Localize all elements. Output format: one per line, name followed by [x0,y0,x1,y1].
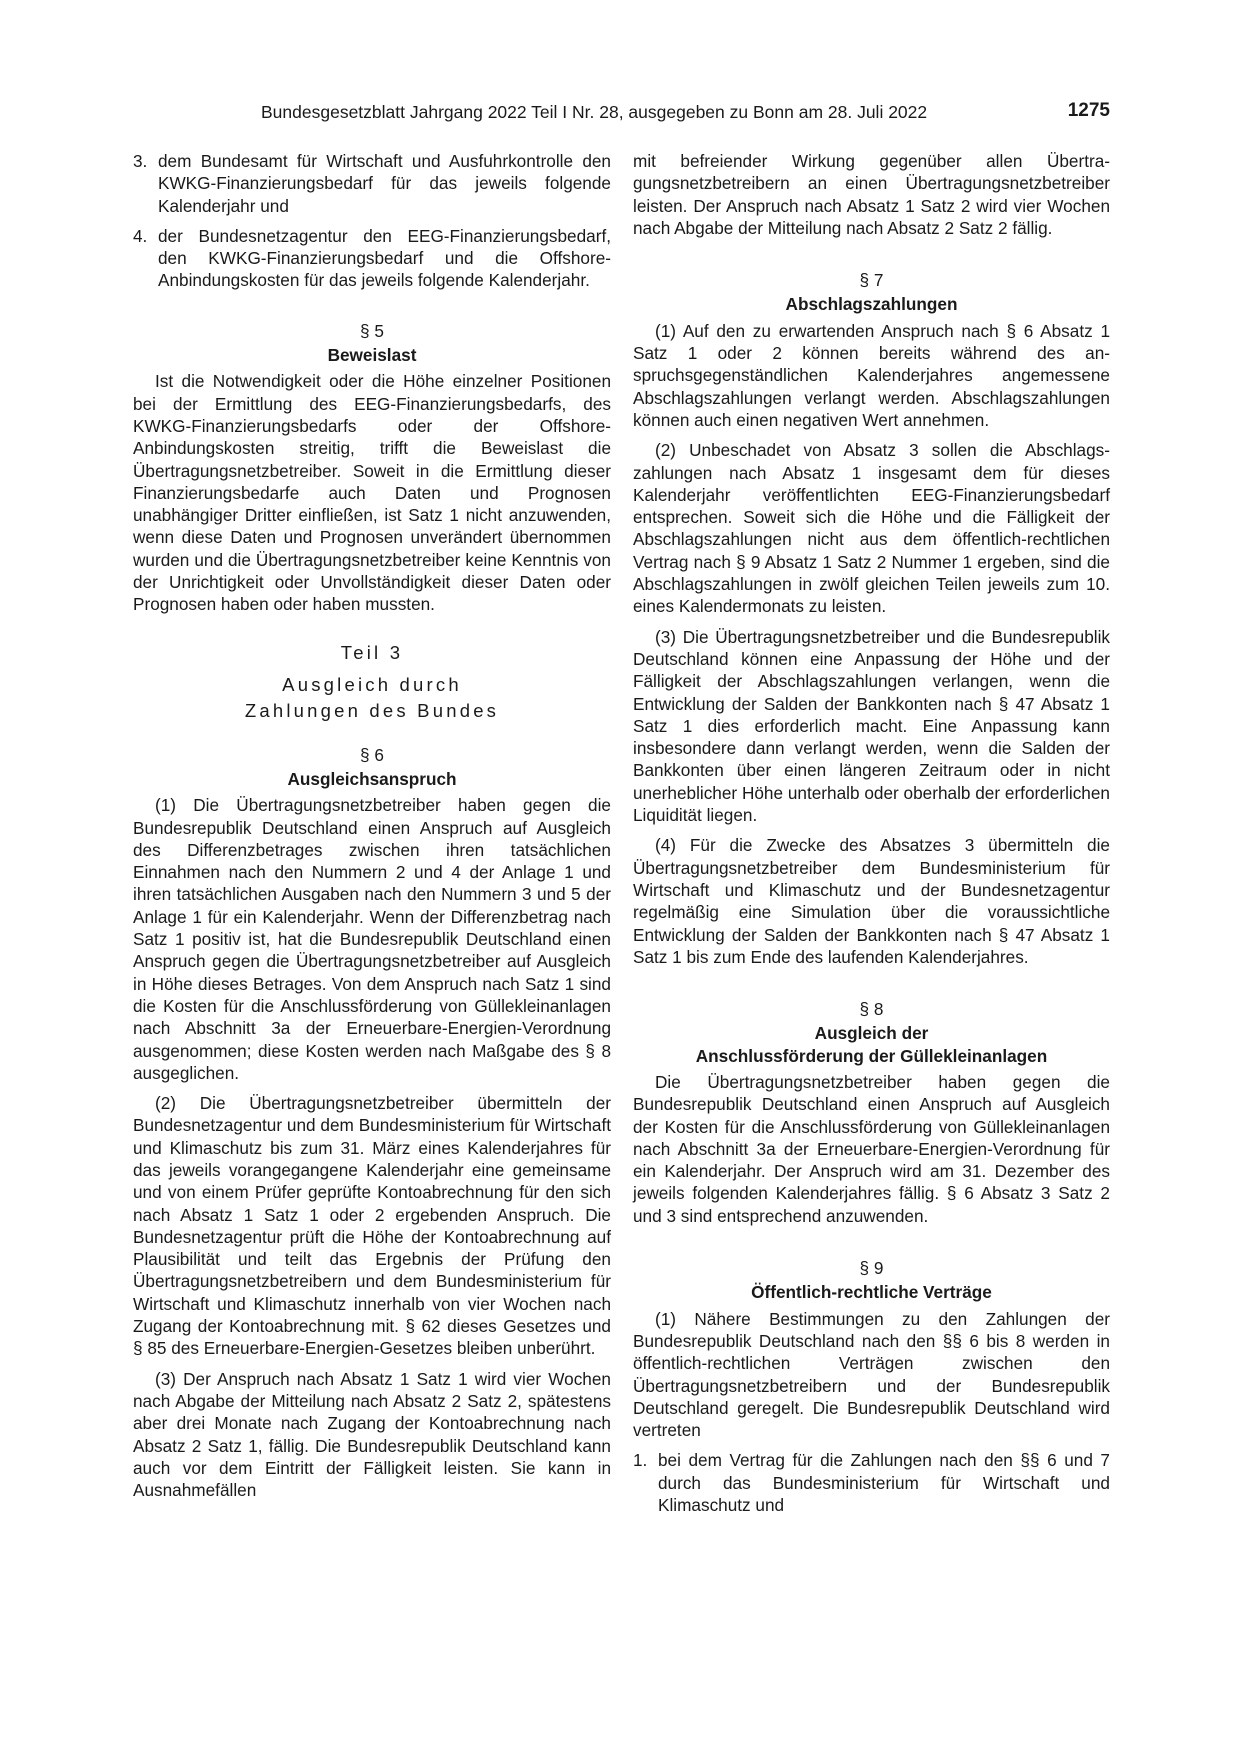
page-header [130,100,1110,128]
section-number-5: § 5 [360,320,384,341]
part-label: Teil 3 [340,641,404,663]
list-item [133,225,611,292]
list-item-number: 1. [633,1450,648,1471]
list-item-number: 3. [133,151,148,171]
list-item-number: 4. [133,225,148,246]
section-9-paragraph-1: (1) Nähere Bestimmungen zu den Zahlungen der Bundesrepublik Deutschland nach den §§ 6 bis 8 werden in öffentlich-rechtlichen Verträgen zwischen den Übertragungsnetzbetreibern und der Bundesrepublik Deutschland geregelt. Die Bundesrepublik Deutschland wird vertreten [633,1308,1110,1441]
section-8-paragraph: Die Übertragungsnetzbetreiber haben gegen die Bundesrepublik Deutschland einen Anspruch auf Ausgleich der Kosten für die Anschlussförderung von Güllekleinanlagen nach Abschnitt 3a der Erneuerbare-Energien-Verordnung für ein Kalenderjahr. Der Anspruch wird am 31. Dezember des jeweils folgenden Kalenderjahres fällig. § 6 Absatz 3 Satz 2 und 3 sind entsprechend anzuwenden. [633,1071,1110,1226]
section-title-9: Öffentlich-rechtliche Verträge [751,1282,992,1303]
section-6-paragraph-1: (1) Die Übertragungsnetzbetreiber haben gegen die Bundesrepublik Deutschland einen Anspruch auf Ausgleich des Differenzbetrages zwischen ihren tatsächlichen Einnahmen nach den Nummern 2 und 4 der Anlage 1 und ihren tatsächlichen Ausgaben nach den Nummern 3 und 5 der Anlage 1 für ein Kalenderjahr. Wenn der Differenzbetrag nach Satz 1 positiv ist, hat die Bundesrepublik Deutschland einen Anspruch gegen die Übertragungsnetzbetreiber auf Ausgleich in Höhe dieses Betrages. Von dem Anspruch nach Satz 1 sind die Kosten für die Anschlussförderung von Güllekleinanlagen nach Abschnitt 3a der Erneuerbare-Energien-Verordnung ausgenommen; diese Kosten werden nach Maßgabe des § 8 ausgeglichen. [133,795,611,1083]
section-7-paragraph-3: (3) Die Übertragungsnetzbetreiber und die Bundesrepublik Deutschland können eine Anpassung der Höhe und der Fälligkeit der Abschlagszahlungen verlangen, wenn die Entwicklung der Salden der Bankkonten nach § 47 Absatz 1 Satz 1 dies erforderlich macht. Eine Anpassung kann insbesondere dann verlangt werden, wenn die Salden der Bankkonten über einen längeren Zeitraum oder in nicht unerheblicher Höhe unterhalb oder oberhalb der erforderlichen Liquidität liegen. [633,626,1110,826]
list-item-text: dem Bundesamt für Wirtschaft und Ausfuhrkontrolle den KWKG-Finanzierungsbedarf für das jeweils folgende Kalenderjahr und [158,151,611,216]
list-item [133,150,611,217]
section-title-8-line-1: Ausgleich der [814,1023,929,1044]
section-7-paragraph-1: (1) Auf den zu erwartenden Anspruch nach § 6 Absatz 1 Satz 1 oder 2 können bereits während des anspruchsgegenständlichen Kalenderjahres angemessene Abschlagszahlungen verlangt werden. Abschlagszahlungen können auch einen negativen Wert annehmen. [633,320,1110,430]
list-item-text: der Bundesnetzagentur den EEG-Finanzierungsbedarf, den KWKG-Finanzierungsbedarf und die Offshore-Anbindungskosten für das jeweils folgende Kalenderjahr. [158,225,611,291]
section-6-paragraph-2: (2) Die Übertragungsnetzbetreiber übermitteln der Bundesnetzagentur und dem Bundesministerium für Wirtschaft und Klimaschutz bis zum 31. März eines Kalenderjahres für das jeweils vorangegangene Kalenderjahr eine gemeinsame und von einem Prüfer geprüfte Kontoabrechnung für den sich nach Absatz 1 Satz 1 oder 2 ergebenden Anspruch. Die Bundesnetzagentur prüft die Höhe der Kontoabrechnung auf Plausibilität und teilt das Ergebnis der Prüfung den Übertragungsnetzbetreibern und dem Bundesministerium für Wirtschaft und Klimaschutz innerhalb von vier Wochen nach Zugang der Kontoabrechnung mit. § 62 dieses Gesetzes und § 85 des Erneuerbare-Energien-Gesetzes bleiben unberührt. [133,1093,611,1359]
page-number: 1275 [1067,100,1110,121]
part-title-line-2: Zahlungen des Bundes [244,699,500,721]
section-title-5: Beweislast [327,345,417,366]
section-7-paragraph-2: (2) Unbeschadet von Absatz 3 sollen die Abschlagszahlungen nach Absatz 1 insgesamt dem für dieses Kalenderjahr veröffentlichten EEG-Finanzierungsbedarf entsprechen. Soweit sich die Höhe und die Fälligkeit der Abschlagszahlungen nicht aus dem öffentlich-rechtlichen Vertrag nach § 9 Absatz 1 Satz 2 Nummer 1 ergeben, sind die Abschlagszahlungen in zwölf gleichen Teilen jeweils zum 10. eines Kalendermonats zu leisten. [633,440,1110,617]
section-number-6: § 6 [360,744,384,765]
section-6-paragraph-3: (3) Der Anspruch nach Absatz 1 Satz 1 wird vier Wochen nach Abgabe der Mitteilung nach Absatz 2 Satz 2, spätestens aber drei Monate nach Zugang der Kontoabrechnung nach Absatz 2 Satz 1, fällig. Die Bundesrepublik Deutschland kann auch vor dem Eintritt der Fälligkeit leisten. Sie kann in Ausnahmefällen [133,1368,611,1501]
section-title-8-line-2: Anschlussförderung der Güllekleinanlagen [695,1045,1048,1066]
continued-paragraph: mit befreiender Wirkung gegenüber allen Übertragungsnetzbetreibern an einen Übertragungsnetzbetreiber leisten. Der Anspruch nach Absatz 1 Satz 2 wird vier Wochen nach Abgabe der Mitteilung nach Absatz 2 Satz 2 fällig. [633,151,1110,238]
right-column [633,150,1110,1524]
section-title-6: Ausgleichsanspruch [287,768,457,789]
section-5-paragraph: Ist die Notwendigkeit oder die Höhe einzelner Positionen bei der Ermittlung des EEG-Finanzierungsbedarfs, des KWKG-Finanzierungsbedarfs oder der Offshore-Anbindungskosten streitig, trifft die Beweislast die Übertragungsnetzbetreiber. Soweit in die Ermittlung dieser Finanzierungsbedarfe auch Daten und Prognosen unabhängiger Dritter einfließen, ist Satz 1 nicht anzuwenden, wenn diese Daten und Prognosen unverändert übernommen wurden und die Übertragungsnetzbetreiber keine Kenntnis von der Unrichtigkeit oder Unvollständigkeit dieser Daten oder Prognosen haben oder haben mussten. [133,371,611,615]
section-number-8: § 8 [859,999,884,1020]
section-title-7: Abschlagszahlungen [785,294,958,315]
section-number-9: § 9 [859,1258,884,1279]
list-item-text: bei dem Vertrag für die Zahlungen nach den §§ 6 und 7 durch das Bundesministerium für Wirtschaft und Klimaschutz und [658,1450,1110,1516]
running-title: Bundesgesetzblatt Jahrgang 2022 Teil I Nr. 28, ausgegeben zu Bonn am 28. Juli 2022 [261,102,928,122]
part-title-line-1: Ausgleich durch [282,673,462,695]
list-item [633,1449,1110,1516]
section-7-paragraph-4: (4) Für die Zwecke des Absatzes 3 übermitteln die Übertragungsnetzbetreiber dem Bundesministerium für Wirtschaft und Klimaschutz und der Bundesnetzagentur regelmäßig eine Simulation über die voraussichtliche Entwicklung der Salden der Bankkonten nach § 47 Absatz 1 Satz 1 bis zum Ende des laufenden Kalenderjahres. [633,835,1110,967]
left-column [133,150,611,1509]
section-number-7: § 7 [859,270,884,291]
